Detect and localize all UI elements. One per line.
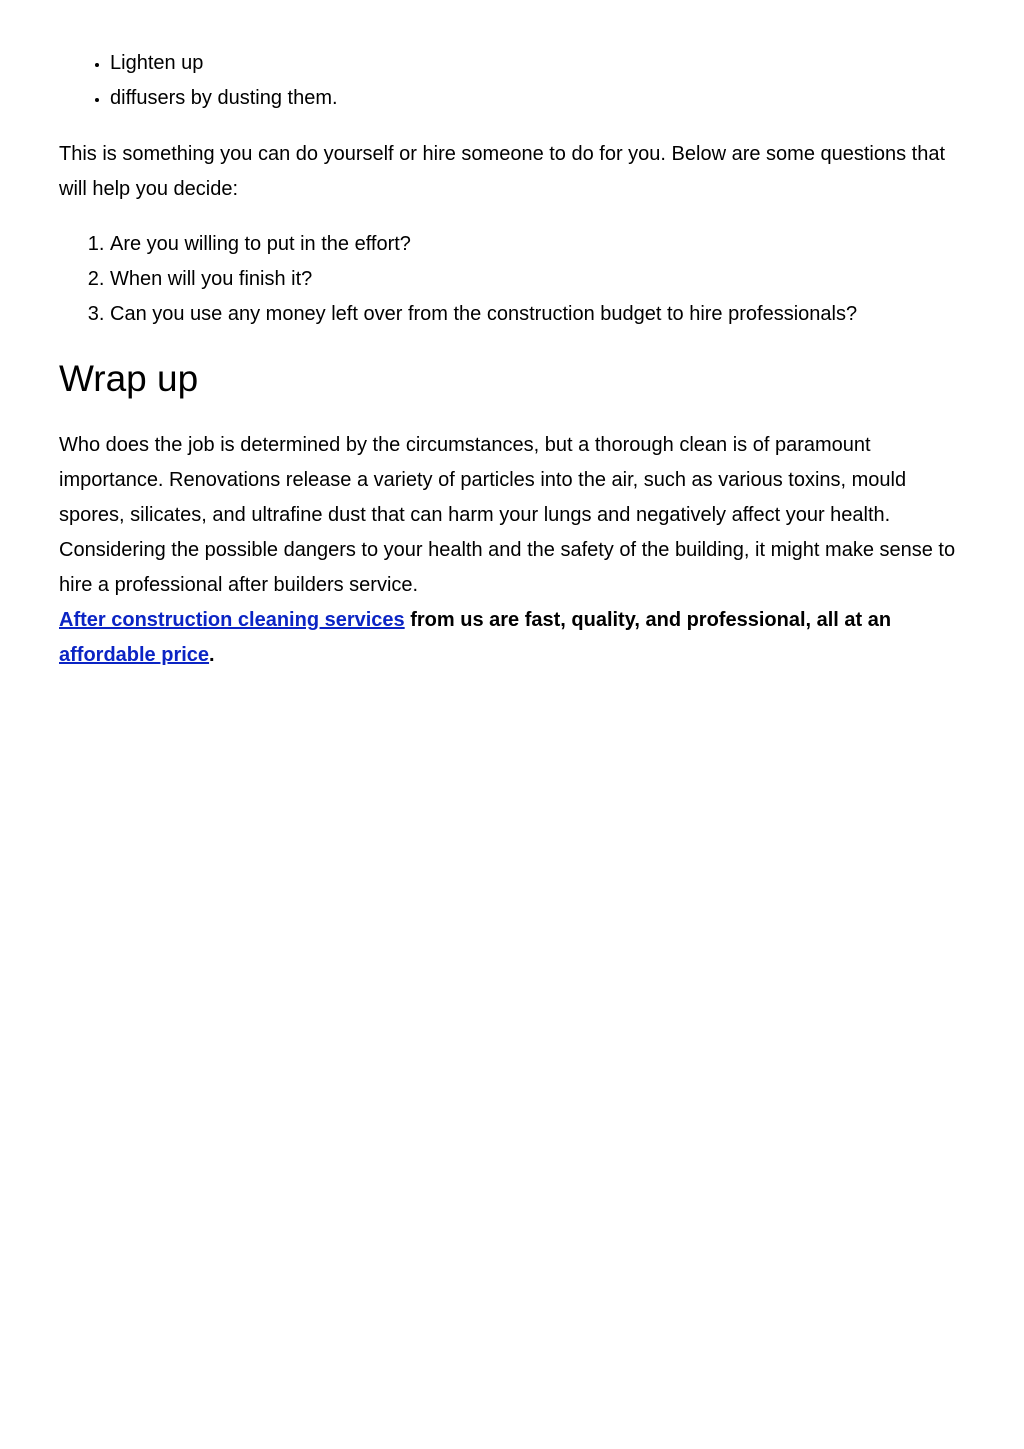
bullet-item: • diffusers by dusting them.	[110, 81, 964, 116]
section-heading: Wrap up	[59, 358, 199, 399]
questions-list	[59, 227, 964, 332]
intro-paragraph: This is something you can do yourself or hire someone to do for you. Below are some questions that will help you decide:	[59, 143, 946, 200]
wrap-up-paragraph: Who does the job is determined by the circumstances, but a thorough clean is of paramount importance. Renovations release a variety of particles into the air, such as various toxins, mould spores, silicates, and ultrafine dust that can harm your lungs and negatively affect your health. Considering the possible dangers to your health and the safety of the building, it might make sense to hire a professional after builders service.	[59, 434, 956, 596]
cta-end-text: .	[209, 644, 215, 666]
call-to-action	[59, 603, 964, 673]
affordable-price-link[interactable]: affordable price	[59, 644, 210, 666]
bullet-list	[59, 46, 964, 116]
question-item: 1. Are you willing to put in the effort?	[110, 227, 964, 262]
cta-middle-text: from us are fast, quality, and professional, all at an	[404, 609, 892, 631]
bullet-item: • Lighten up	[110, 46, 964, 81]
question-item: 2. When will you finish it?	[110, 262, 964, 297]
after-construction-cleaning-link[interactable]: After construction cleaning services	[59, 609, 405, 631]
question-item: 3. Can you use any money left over from the construction budget to hire professionals?	[110, 297, 964, 332]
